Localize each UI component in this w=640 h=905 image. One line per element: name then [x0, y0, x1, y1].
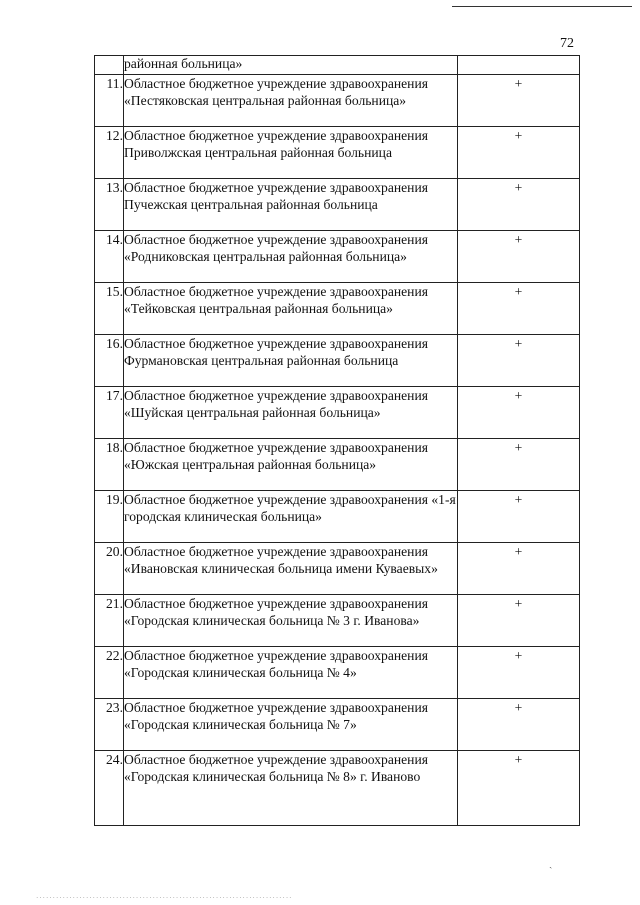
table-row: [95, 439, 580, 491]
institution-name: Областное бюджетное учреждение здравоохранения «Городская клиническая больница № 8» г. Иваново: [124, 751, 458, 826]
table-row: [95, 751, 580, 826]
scan-artifact: ·············································································: [36, 894, 293, 902]
table-row: [95, 647, 580, 699]
participation-mark: +: [458, 439, 580, 491]
hospital-table-body: [95, 56, 580, 826]
table-row: [95, 283, 580, 335]
row-number: 12.: [95, 127, 124, 179]
institution-name: Областное бюджетное учреждение здравоохранения «Тейковская центральная районная больница»: [124, 283, 458, 335]
row-number: 15.: [95, 283, 124, 335]
participation-mark: [458, 56, 580, 75]
institution-name: Областное бюджетное учреждение здравоохранения «Пестяковская центральная районная больница»: [124, 75, 458, 127]
participation-mark: +: [458, 335, 580, 387]
row-number: [95, 56, 124, 75]
participation-mark: +: [458, 543, 580, 595]
table-row: [95, 231, 580, 283]
row-number: 22.: [95, 647, 124, 699]
table-row: [95, 335, 580, 387]
row-number: 21.: [95, 595, 124, 647]
institution-name: Областное бюджетное учреждение здравоохранения «Родниковская центральная районная больница»: [124, 231, 458, 283]
participation-mark: +: [458, 751, 580, 826]
participation-mark: +: [458, 231, 580, 283]
participation-mark: +: [458, 179, 580, 231]
scan-mark: ˎ: [549, 858, 553, 869]
institution-name: Областное бюджетное учреждение здравоохранения «Южская центральная районная больница»: [124, 439, 458, 491]
participation-mark: +: [458, 127, 580, 179]
hospital-table: [94, 55, 580, 826]
institution-name: Областное бюджетное учреждение здравоохранения «Городская клиническая больница № 3 г. Иванова»: [124, 595, 458, 647]
row-number: 23.: [95, 699, 124, 751]
table-row: [95, 699, 580, 751]
institution-name: Областное бюджетное учреждение здравоохранения «Городская клиническая больница № 4»: [124, 647, 458, 699]
row-number: 18.: [95, 439, 124, 491]
page-number: 72: [560, 36, 574, 51]
table-row: [95, 387, 580, 439]
table-row: [95, 127, 580, 179]
table-row: [95, 595, 580, 647]
row-number: 13.: [95, 179, 124, 231]
row-number: 14.: [95, 231, 124, 283]
participation-mark: +: [458, 387, 580, 439]
table-row: [95, 179, 580, 231]
row-number: 11.: [95, 75, 124, 127]
institution-name: Областное бюджетное учреждение здравоохранения Фурмановская центральная районная больница: [124, 335, 458, 387]
row-number: 16.: [95, 335, 124, 387]
institution-name: Областное бюджетное учреждение здравоохранения Пучежская центральная районная больница: [124, 179, 458, 231]
table-row: [95, 75, 580, 127]
participation-mark: +: [458, 699, 580, 751]
top-rule: [452, 6, 632, 7]
row-number: 24.: [95, 751, 124, 826]
institution-name: Областное бюджетное учреждение здравоохранения «Ивановская клиническая больница имени Куваевых»: [124, 543, 458, 595]
participation-mark: +: [458, 647, 580, 699]
table-row: [95, 543, 580, 595]
participation-mark: +: [458, 283, 580, 335]
table-row-continued: [95, 56, 580, 75]
participation-mark: +: [458, 491, 580, 543]
participation-mark: +: [458, 595, 580, 647]
institution-name: Областное бюджетное учреждение здравоохранения «1-я городская клиническая больница»: [124, 491, 458, 543]
table-row: [95, 491, 580, 543]
row-number: 17.: [95, 387, 124, 439]
row-number: 20.: [95, 543, 124, 595]
institution-name: Областное бюджетное учреждение здравоохранения «Шуйская центральная районная больница»: [124, 387, 458, 439]
row-number: 19.: [95, 491, 124, 543]
institution-name: районная больница»: [124, 56, 458, 75]
institution-name: Областное бюджетное учреждение здравоохранения «Городская клиническая больница № 7»: [124, 699, 458, 751]
institution-name: Областное бюджетное учреждение здравоохранения Приволжская центральная районная больница: [124, 127, 458, 179]
participation-mark: +: [458, 75, 580, 127]
